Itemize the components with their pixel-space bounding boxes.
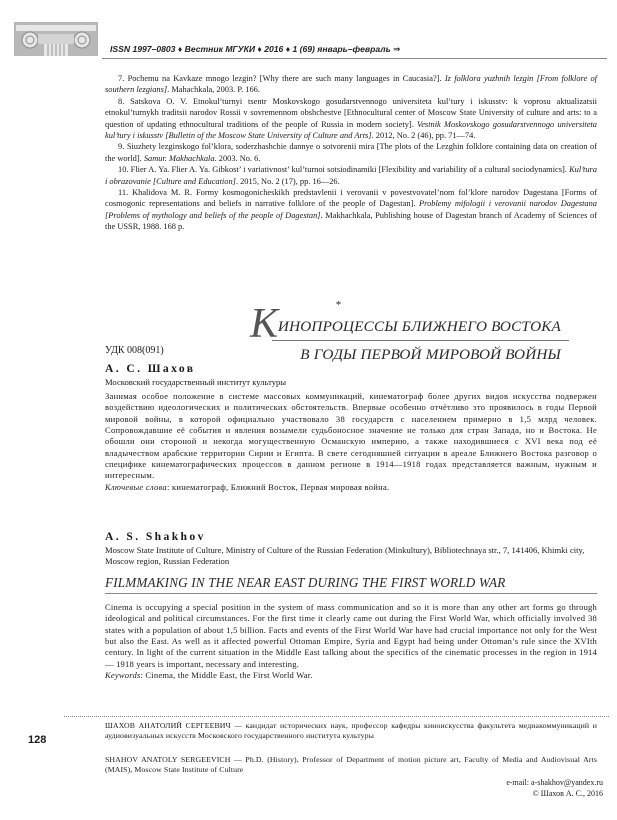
copyright: © Шахов А. С., 2016 <box>532 788 603 798</box>
article-title-line-2: В ГОДЫ ПЕРВОЙ МИРОВОЙ ВОЙНЫ <box>300 346 561 363</box>
title-initial: К <box>250 301 278 347</box>
author-bio-ru: ШАХОВ АНАТОЛИЙ СЕРГЕЕВИЧ — кандидат исторических наук, профессор кафедры киноискусства факультета медиакоммуникаций и аудиовизуальных искусств Московского государственного института культуры <box>105 721 597 741</box>
article-title <box>181 301 561 364</box>
reference-item: 8. Satskova O. V. Etnokul’turnyi tsentr Moskovskogo gosudarstvennogo universiteta kul’tury i iskusstv: k voprosu aktualizatsii etnokul’turnykh traditsii narodov Rossii v sovremennom obshchestve [Ethnocultural center of Moscow State University of culture and arts: to a question of updating ethnocultural traditions of the people of Russia in modern society]. Vestnik Moskovskogo gosudarstvennogo universiteta kul’tury i iskusstv [Bulletin of the Moscow State University of Culture and Arts]. 2012, No. 2 (46), pp. 71—74. <box>105 96 597 141</box>
author-bio-en: SHAHOV ANATOLY SERGEEVICH — Ph.D. (History), Professor of Department of motion picture art, Faculty of Media and Audiovisual Arts (MAIS), Moscow State Institute of Culture <box>105 755 597 775</box>
section-separator: * <box>335 299 342 311</box>
abstract-ru-text: Занимая особое положение в системе массовых коммуникаций, кинематограф более других видов искусства подвержен воздействию идеологических и политических обстоятельств. Впервые особенно отчётливо это проявилось в годы Первой мировой войны, в которой официально участвовало 38 государств с населением примерно в 1,5 млрд человек. Сопровождавшие её события и явления возымели судьбоносное значение не только для стран Запада, но и Востока. Не обошли они стороной и некогда могущественную Османскую империю, а также находившиеся с XVI века под её владычеством арабские территории Сирии и Египта. В свете сегодняшней ситуации в ареале Ближнего Востока разговор о специфике кинематографических процессов в данном регионе в 1914—1918 годах представляется важным, нужным и интересным. <box>105 391 597 481</box>
keywords-en: Keywords: Cinema, the Middle East, the First World War. <box>105 670 313 681</box>
article-title-en: FILMMAKING IN THE NEAR EAST DURING THE FIRST WORLD WAR <box>105 575 506 590</box>
abstract-en <box>105 602 597 681</box>
abstract-ru <box>105 391 597 493</box>
reference-item: 9. Siuzhety lezginskogo fol’klora, soderzhashchie dannye o sotvorenii mira [The plots of the Lezghin folklore containing data on creation of the world]. Samur. Makhachkala. 2003. No. 6. <box>105 142 597 163</box>
page-number: 128 <box>28 734 47 746</box>
journal-issue-line: ISSN 1997–0803 ♦ Вестник МГУКИ ♦ 2016 ♦ 1 (69) январь–февраль ⇒ <box>110 44 401 54</box>
author-affiliation-en: Moscow State Institute of Culture, Ministry of Culture of the Russian Federation (Minkultury), Bibliotechnaya str., 7, 141406, Khimki city, Moscow region, Russian Federation <box>105 545 585 566</box>
title-en-divider <box>105 593 597 594</box>
header-divider <box>102 58 607 59</box>
footer-divider <box>64 716 609 717</box>
udk-code: УДК 008(091) <box>105 345 164 356</box>
author-affiliation-ru: Московский государственный институт культуры <box>105 377 287 387</box>
reference-item: 7. Pochemu na Kavkaze mnogo lezgin? [Why there are such many languages in Caucasia?]. Iz folklora yuzhnih lezgin [From folklore of southern lezgians]. Mahachkala, 2003. P. 166. <box>105 74 597 95</box>
author-email: e-mail: a-shakhov@yandex.ru <box>506 778 603 787</box>
title-divider <box>272 340 569 341</box>
author-name-ru: А. С. Шахов <box>105 362 196 375</box>
author-name-en: A. S. Shakhov <box>105 530 206 543</box>
abstract-en-text: Cinema is occupying a special position in the system of mass communication and so it is more than any other art forms go through ideological and political circumstances. For the first time it clearly came out during the First World War, which officially involved 38 states with a population of about 1,5 billion. Facts and events of the First World War have had crucial importance not only for the West but also the East. As well as it affected powerful Ottoman Empire, Syria and Egypt had being under Ottoman’s rule since the XVIth century. In light of the current situation in the Middle East talking about the specifics of the cinematic processes in the region in 1914 — 1918 years is important, necessary and interesting. <box>105 602 597 669</box>
references-list <box>105 73 597 233</box>
reference-item: 10. Flier A. Ya. Flier A. Ya. Gibkost’ i variativnost’ kul’turnoi sotsiodinamiki [Flexibility and variability of a cultural sociodynamics]. Kul’tura i obrazovanie [Culture and Education]. 2015, No. 2 (17), pp. 16—26. <box>105 165 597 186</box>
keywords-ru: Ключевые слова: кинематограф, Ближний Восток, Первая мировая война. <box>105 481 390 492</box>
author-contacts <box>506 778 603 799</box>
article-title-line-1: КИНОПРОЦЕССЫ БЛИЖНЕГО ВОСТОКА <box>250 301 561 347</box>
ionic-column-capital-icon <box>14 22 98 56</box>
reference-item: 11. Khalidova M. R. Formy kosmogonicheskikh predstavlenii i verovanii v povestvovatel’nom fol’klore narodov Dagestana [Forms of cosmogonic representations and beliefs in narrative folklore of the people of Dagestan]. Problemy mifologii i verovanii narodov Dagestana [Problems of mythology and beliefs of the people of Dagestan]. Makhachkala, Publishing house of Dagestan branch of Academy of Sciences of the USSR, 1988. 168 p. <box>105 188 597 232</box>
journal-header <box>0 0 617 62</box>
